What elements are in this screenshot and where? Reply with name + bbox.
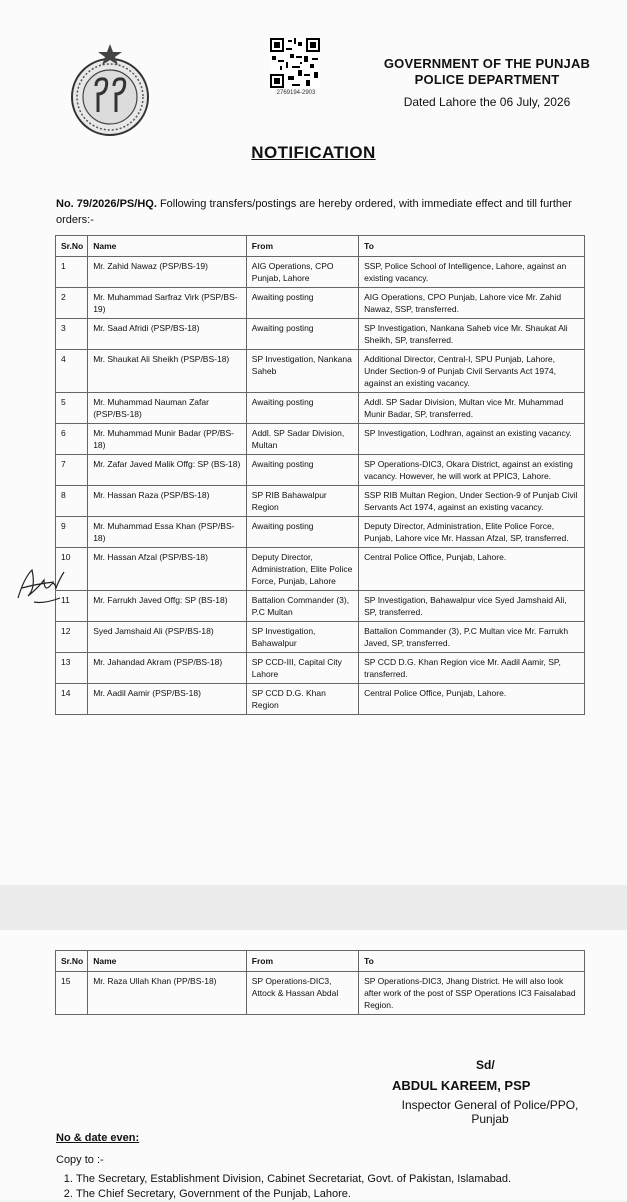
cell-srno: 11 xyxy=(56,591,88,622)
department-name: POLICE DEPARTMENT xyxy=(414,72,560,87)
cell-from: Awaiting posting xyxy=(246,319,358,350)
cell-to: Addl. SP Sadar Division, Multan vice Mr. Muhammad Munir Badar, SP, transferred. xyxy=(359,393,585,424)
table-row xyxy=(56,424,585,455)
cell-name: Mr. Raza Ullah Khan (PP/BS-18) xyxy=(88,972,247,1015)
cell-to: Deputy Director, Administration, Elite Police Force, Punjab, Lahore vice Mr. Hassan Afzal, SP, transferred. xyxy=(359,517,585,548)
notification-number: No. 79/2026/PS/HQ. xyxy=(56,198,157,210)
cell-to: SP Investigation, Nankana Saheb vice Mr. Shaukat Ali Sheikh, SP, transferred. xyxy=(359,319,585,350)
cell-from: AIG Operations, CPO Punjab, Lahore xyxy=(246,257,358,288)
qr-code-icon xyxy=(270,38,320,88)
designation-line-2: Punjab xyxy=(471,1112,509,1126)
copy-to-label: Copy to :- xyxy=(56,1154,104,1166)
police-emblem-icon xyxy=(62,42,158,138)
cell-from: Awaiting posting xyxy=(246,517,358,548)
qr-number: 2769194-2903 xyxy=(276,90,316,96)
letterhead xyxy=(372,56,602,109)
cell-srno: 1 xyxy=(56,257,88,288)
cell-from: Addl. SP Sadar Division, Multan xyxy=(246,424,358,455)
cell-name: Mr. Zafar Javed Malik Offg: SP (BS-18) xyxy=(88,455,247,486)
cell-from: Awaiting posting xyxy=(246,393,358,424)
cell-srno: 5 xyxy=(56,393,88,424)
cell-from: SP Investigation, Nankana Saheb xyxy=(246,350,358,393)
cell-name: Mr. Shaukat Ali Sheikh (PSP/BS-18) xyxy=(88,350,247,393)
table-row xyxy=(56,548,585,591)
cell-srno: 3 xyxy=(56,319,88,350)
cell-from: Awaiting posting xyxy=(246,455,358,486)
cell-from: SP Investigation, Bahawalpur xyxy=(246,622,358,653)
cell-srno: 4 xyxy=(56,350,88,393)
cell-from: Battalion Commander (3), P.C Multan xyxy=(246,591,358,622)
designation-line-1: Inspector General of Police/PPO, xyxy=(401,1098,579,1112)
header-name: Name xyxy=(88,951,247,972)
page-title: NOTIFICATION xyxy=(251,143,376,162)
table-row xyxy=(56,288,585,319)
cell-from: SP CCD D.G. Khan Region xyxy=(246,684,358,715)
signatory-name: ABDUL KAREEM, PSP xyxy=(392,1078,531,1093)
table-row xyxy=(56,319,585,350)
cell-from: Deputy Director, Administration, Elite Police Force, Punjab, Lahore xyxy=(246,548,358,591)
cell-name: Mr. Jahandad Akram (PSP/BS-18) xyxy=(88,653,247,684)
table-row xyxy=(56,972,585,1015)
no-date-heading: No & date even: xyxy=(56,1132,140,1144)
cell-name: Mr. Muhammad Munir Badar (PP/BS-18) xyxy=(88,424,247,455)
cell-srno: 13 xyxy=(56,653,88,684)
cell-from: SP RIB Bahawalpur Region xyxy=(246,486,358,517)
cell-name: Mr. Aadil Aamir (PSP/BS-18) xyxy=(88,684,247,715)
dated-line: Dated Lahore the 06 July, 2026 xyxy=(403,95,571,109)
table-row xyxy=(56,393,585,424)
cell-name: Mr. Muhammad Essa Khan (PSP/BS-18) xyxy=(88,517,247,548)
table-row xyxy=(56,486,585,517)
cell-srno: 7 xyxy=(56,455,88,486)
cell-name: Mr. Saad Afridi (PSP/BS-18) xyxy=(88,319,247,350)
cell-name: Mr. Farrukh Javed Offg: SP (BS-18) xyxy=(88,591,247,622)
header-from: From xyxy=(246,951,358,972)
cell-to: Central Police Office, Punjab, Lahore. xyxy=(359,548,585,591)
page-gap xyxy=(0,885,627,930)
table-row xyxy=(56,591,585,622)
table-header-row xyxy=(56,236,585,257)
table-row xyxy=(56,684,585,715)
intro-text: Following transfers/postings are hereby ordered, with immediate effect and till further orders:- xyxy=(56,198,572,226)
cell-srno: 15 xyxy=(56,972,88,1015)
cell-name: Mr. Muhammad Nauman Zafar (PSP/BS-18) xyxy=(88,393,247,424)
cell-srno: 9 xyxy=(56,517,88,548)
cell-srno: 6 xyxy=(56,424,88,455)
table-row xyxy=(56,455,585,486)
signatory-designation xyxy=(390,1098,590,1126)
cell-srno: 10 xyxy=(56,548,88,591)
copy-item: 1. The Secretary, Establishment Division, Cabinet Secretariat, Govt. of Pakistan, Islamabad. xyxy=(76,1172,616,1187)
transfers-table xyxy=(55,235,585,715)
cell-name: Mr. Hassan Raza (PSP/BS-18) xyxy=(88,486,247,517)
table-row xyxy=(56,257,585,288)
cell-to: Battalion Commander (3), P.C Multan vice Mr. Farrukh Javed, SP, transferred. xyxy=(359,622,585,653)
cell-to: SP Operations-DIC3, Jhang District. He will also look after work of the post of SSP Operations IC3 Faisalabad Region. xyxy=(359,972,585,1015)
cell-name: Mr. Zahid Nawaz (PSP/BS-19) xyxy=(88,257,247,288)
cell-name: Syed Jamshaid Ali (PSP/BS-18) xyxy=(88,622,247,653)
cell-to: Central Police Office, Punjab, Lahore. xyxy=(359,684,585,715)
copy-item: 2. The Chief Secretary, Government of the Punjab, Lahore. xyxy=(76,1187,616,1202)
header-to: To xyxy=(359,236,585,257)
cell-to: SSP RIB Multan Region, Under Section-9 of Punjab Civil Servants Act 1974, against an existing vacancy. xyxy=(359,486,585,517)
handwritten-initials xyxy=(14,558,70,608)
cell-name: Mr. Hassan Afzal (PSP/BS-18) xyxy=(88,548,247,591)
header-srno: Sr.No xyxy=(56,951,88,972)
copy-list xyxy=(60,1172,616,1202)
cell-to: SSP, Police School of Intelligence, Lahore, against an existing vacancy. xyxy=(359,257,585,288)
cell-srno: 14 xyxy=(56,684,88,715)
cell-to: SP Investigation, Bahawalpur vice Syed Jamshaid Ali, SP, transferred. xyxy=(359,591,585,622)
cell-to: Additional Director, Central-I, SPU Punjab, Lahore, Under Section-9 of Punjab Civil Servants Act 1974, against an existing vacancy. xyxy=(359,350,585,393)
cell-from: SP Operations-DIC3, Attock & Hassan Abdal xyxy=(246,972,358,1015)
signed-mark: Sd/ xyxy=(476,1058,495,1072)
header-to: To xyxy=(359,951,585,972)
cell-from: SP CCD-III, Capital City Lahore xyxy=(246,653,358,684)
additional-transfers-table xyxy=(55,950,585,1015)
cell-to: SP Investigation, Lodhran, against an existing vacancy. xyxy=(359,424,585,455)
cell-from: Awaiting posting xyxy=(246,288,358,319)
cell-srno: 8 xyxy=(56,486,88,517)
table-row xyxy=(56,653,585,684)
government-name: GOVERNMENT OF THE PUNJAB xyxy=(383,56,591,71)
cell-srno: 2 xyxy=(56,288,88,319)
cell-srno: 12 xyxy=(56,622,88,653)
cell-to: SP Operations-DIC3, Okara District, against an existing vacancy. However, he will work at PPIC3, Lahore. xyxy=(359,455,585,486)
intro-paragraph xyxy=(56,196,586,228)
table-row xyxy=(56,622,585,653)
table-header-row xyxy=(56,951,585,972)
table-row xyxy=(56,517,585,548)
header-srno: Sr.No xyxy=(56,236,88,257)
header-name: Name xyxy=(88,236,247,257)
header-from: From xyxy=(246,236,358,257)
cell-name: Mr. Muhammad Sarfraz Virk (PSP/BS-19) xyxy=(88,288,247,319)
cell-to: AIG Operations, CPO Punjab, Lahore vice Mr. Zahid Nawaz, SSP, transferred. xyxy=(359,288,585,319)
table-row xyxy=(56,350,585,393)
cell-to: SP CCD D.G. Khan Region vice Mr. Aadil Aamir, SP, transferred. xyxy=(359,653,585,684)
